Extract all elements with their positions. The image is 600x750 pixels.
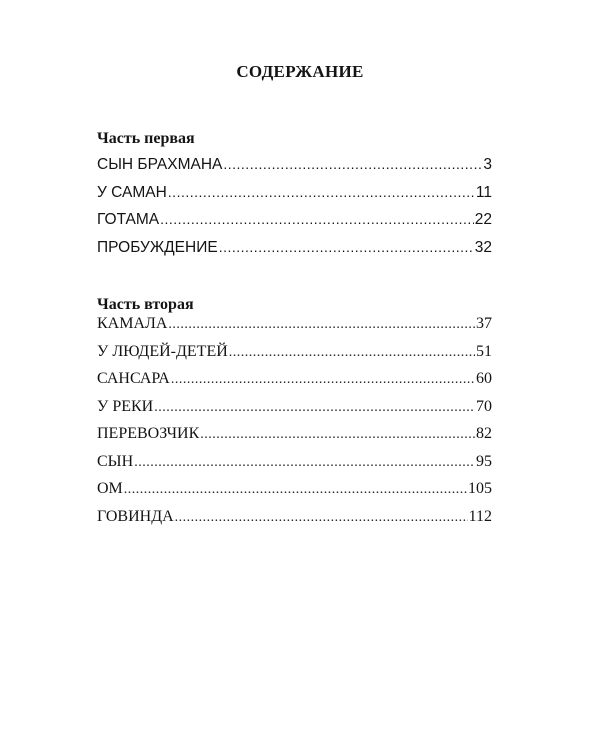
toc-entry-page: 32 xyxy=(474,238,492,256)
toc-entry-page: 70 xyxy=(476,397,492,415)
toc-entry-title: САНСАРА xyxy=(97,370,170,387)
toc-entry-page: 37 xyxy=(476,315,492,332)
dot-leader xyxy=(124,482,467,498)
toc-entry[interactable] xyxy=(97,156,492,184)
dot-leader xyxy=(219,239,474,255)
dot-leader xyxy=(229,345,475,361)
toc-entry[interactable] xyxy=(97,398,492,426)
dot-leader xyxy=(134,455,475,471)
toc-entry-page: 3 xyxy=(483,156,492,173)
dot-leader xyxy=(168,184,475,200)
toc-entry-page: 22 xyxy=(474,211,492,228)
toc-entry-title: ГОТАМА xyxy=(97,211,160,228)
toc-entry-title: ОМ xyxy=(97,480,123,497)
toc-entry[interactable] xyxy=(97,184,492,212)
toc-entry[interactable] xyxy=(97,211,492,239)
toc-entry-page: 112 xyxy=(468,507,492,525)
toc-entry-title: У РЕКИ xyxy=(97,397,154,415)
toc-entry[interactable] xyxy=(97,453,492,481)
dot-leader xyxy=(175,510,468,526)
page-title: СОДЕРЖАНИЕ xyxy=(236,62,364,81)
dot-leader xyxy=(160,211,474,227)
toc-entry-title: ПЕРЕВОЗЧИК xyxy=(97,425,200,442)
toc-entry-title: СЫН БРАХМАНА xyxy=(97,156,223,173)
toc-entry-title: У ЛЮДЕЙ-ДЕТЕЙ xyxy=(97,342,228,360)
toc-entry[interactable] xyxy=(97,370,492,398)
toc-entry-page: 82 xyxy=(476,425,492,442)
toc-entry-title: У САМАН xyxy=(97,183,167,201)
toc-entry-title: СЫН xyxy=(97,452,134,470)
toc-entry-page: 11 xyxy=(475,183,492,201)
toc-entry-title: ГОВИНДА xyxy=(97,507,174,525)
toc-entry-title: КАМАЛА xyxy=(97,315,168,332)
toc-entry[interactable] xyxy=(97,343,492,371)
toc-entry[interactable] xyxy=(97,425,492,453)
dot-leader xyxy=(171,372,475,388)
toc-entry[interactable] xyxy=(97,239,492,267)
toc-entry-page: 105 xyxy=(468,480,492,497)
part-two-toc-list xyxy=(97,315,492,535)
toc-entry[interactable] xyxy=(97,315,492,343)
part-two-heading: Часть вторая xyxy=(97,296,194,313)
dot-leader xyxy=(223,156,482,172)
toc-entry-title: ПРОБУЖДЕНИЕ xyxy=(97,238,218,256)
part-one-toc-list xyxy=(97,156,492,266)
dot-leader xyxy=(168,317,475,333)
toc-entry-page: 51 xyxy=(476,342,492,360)
toc-entry[interactable] xyxy=(97,480,492,508)
toc-entry[interactable] xyxy=(97,508,492,536)
toc-entry-page: 60 xyxy=(476,370,492,387)
toc-entry-page: 95 xyxy=(476,452,492,470)
dot-leader xyxy=(200,427,475,443)
dot-leader xyxy=(154,400,475,416)
part-one-heading: Часть первая xyxy=(97,130,195,147)
